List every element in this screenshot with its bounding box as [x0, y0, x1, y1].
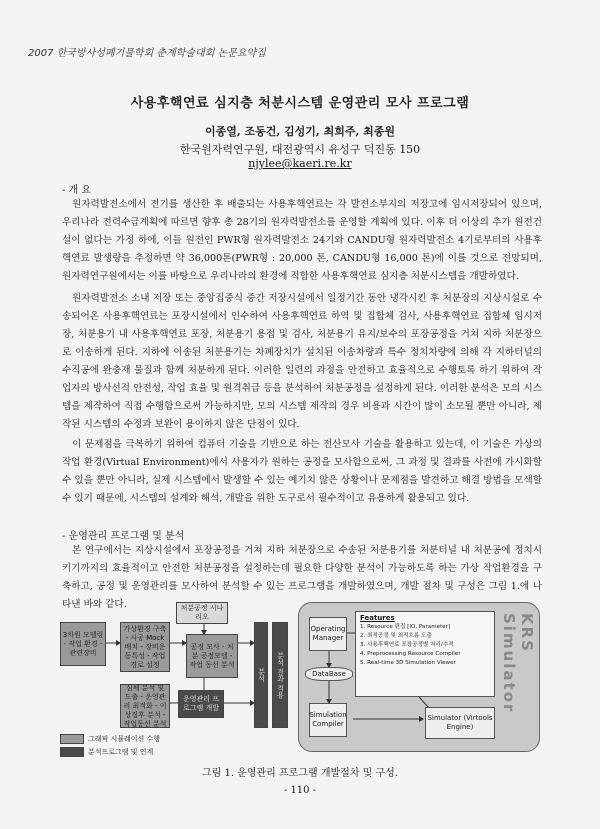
scenario-box: 처분공정 시나리오 [176, 602, 228, 624]
author-email [0, 157, 600, 170]
operating-manager-box: Operating Manager [309, 617, 347, 651]
author-list: 이종열, 조동건, 김성기, 최희주, 최종원 [204, 125, 396, 138]
conference-header: 2007 한국방사성폐기물학회 춘계학술대회 논문요약집 [28, 48, 266, 59]
output-box: 심체 분석 및 도출 - 운영관리 최적화 - 이상징후 분석 - 작업동선 분석 [120, 684, 170, 728]
legend-swatch-dark [60, 747, 84, 757]
feature-item: 3. 사용후핵연료 포장공정별 처리/추적 [360, 642, 454, 648]
analysis-column: 분석 [254, 622, 268, 728]
krs-simulator-panel [298, 602, 540, 752]
email-link[interactable]: njylee@kaeri.re.kr [248, 157, 352, 170]
feature-item: 4. Preprocessing Resource Compiler [360, 651, 461, 657]
feature-item: 5. Real-time 3D Simulation Viewer [360, 660, 456, 666]
features-title: Features [360, 614, 395, 622]
modeling-box: 3차원 모델링 - 작업 환경 - 관련장비 [60, 622, 106, 666]
legend-analysis-program: 분석프로그램 및 연계 [60, 747, 153, 757]
feature-item: 2. 최적공정 및 최적흐름 도출 [360, 633, 432, 639]
result-column: 분석 결과 적용 [272, 622, 288, 728]
feature-item: 1. Resource 편집 [IO, Parameter] [360, 624, 451, 630]
database-cylinder: DataBase [305, 667, 353, 681]
virtual-env-box: 가상환경 구축 - 시공 Mock 배치 - 장비운동특성 - 작업경로 설정 [120, 622, 170, 672]
program-paragraph-1: 본 연구에서는 지상시설에서 포장공정을 거쳐 지하 처분장으로 수송된 처분용기를 처분터널 내 처분공에 정치시키기까지의 효율적이고 안전한 처분공정을 설정하는데 필요한 다양한 분석이 가능하도록 하는 가상 작업환경을 구축하고, 공정 및 운영관리를 모사하여 분석할 수 있는 프로그램을 개발하였으며, 개발 절차 및 구성은 그림 1.에 나타낸 바와 같다. [62, 545, 542, 610]
krs-simulator-label: KRS Simulator [500, 613, 536, 714]
paper-title: 사용후핵연료 심지층 처분시스템 운영관리 모사 프로그램 [130, 96, 470, 111]
section-heading-overview: - 개 요 [62, 185, 92, 196]
process-sim-box: 공정 모사 - 처분 공정모델 - 작업 동선 분석 [186, 634, 238, 678]
overview-paragraph-3: 이 문제점을 극복하기 위하여 컴퓨터 기술을 기반으로 하는 전산모사 기술을 활용하고 있는데, 이 기술은 가상의 작업 환경(Virtual Environment)에서 사용자가 원하는 공정을 모사함으로써, 그 과정 및 결과를 사전에 가시화할 수 있을 뿐만 아니라, 실제 시스템에서 발생할 수 있는 예기치 않은 상황이나 문제점을 발견하고 해결 방법을 모색할 수 있기 때문에, 시스템의 설계와 해석, 개발을 위한 도구로서 필수적이고 유용하게 활용되고 있다. [62, 439, 542, 504]
program-dev-box: 운영관리 프로그램 개발 [178, 690, 224, 718]
features-box [355, 611, 495, 697]
affiliation: 한국원자력연구원, 대전광역시 유성구 덕진동 150 [179, 143, 421, 156]
legend-swatch-gray [60, 734, 84, 744]
legend-graphic-sim: 그래픽 시뮬레이션 수행 [60, 734, 160, 744]
section-heading-program: - 운영관리 프로그램 및 분석 [62, 531, 185, 542]
simulator-box: Simulator (Virtools Engine) [425, 707, 495, 739]
figure-1 [58, 598, 538, 758]
figure-caption: 그림 1. 운영관리 프로그램 개발절차 및 구성. [201, 768, 398, 779]
simulation-compiler-box: Simulation Compiler [309, 703, 347, 737]
overview-paragraph-2: 원자력발전소 소내 저장 또는 중앙집중식 중간 저장시설에서 일정기간 동안 냉각시킨 후 처분장의 지상시설로 수송되어온 사용후핵연료는 포장시설에서 인수하여 사용후핵연료 하역 및 집합체 검사, 사용후핵연료 집합체 임시저장, 처분용기 내 사용후핵연료 포장, 처분용기 용접 및 검사, 처분용기 유지/보수의 포장공정을 거쳐 지하 처분장으로 이송하게 된다. 지하에 이송된 처분용기는 차폐장치가 설치된 이송차량과 특수 정치차량에 의해 각 지하터널의 수직공에 완충재 물질과 함께 처분하게 된다. 이러한 일련의 과정을 안전하고 효율적으로 수행토록 하기 위하여 작업자의 방사선적 안전성, 작업 효율 및 원격취급 등을 분석하여 처분공정을 설정하게 된다. 이러한 분석은 모의 시스템을 제작하여 직접 수행함으로써 가능하지만, 모의 시스템 제작의 경우 비용과 시간이 많이 소모될 뿐만 아니라, 제작된 시스템의 수정과 보완이 용이하지 않은 단점이 있다. [62, 293, 542, 430]
page-number: - 110 - [283, 785, 317, 796]
overview-paragraph-1: 원자력발전소에서 전기를 생산한 후 배출되는 사용후핵연료는 각 발전소부지의 저장고에 임시저장되어 있으며, 우리나라 전력수급계획에 따르면 향후 총 28기의 원자력발전소를 운영할 계획에 있다. 이후 더 이상의 추가 원전건설이 없다는 가정 하에, 이들 원전인 PWR형 원자력발전소 24기와 CANDU형 원자력발전소 4기로부터의 사용후핵연료 발생량을 추정하면 약 36,000톤(PWR형 : 20,000 톤, CANDU형 16,000 톤)에 이를 것으로 전망되며, 원자력연구원에서는 이를 바탕으로 우리나라의 환경에 적합한 사용후핵연료 심지층 처분시스템을 개발하였다. [62, 199, 542, 282]
